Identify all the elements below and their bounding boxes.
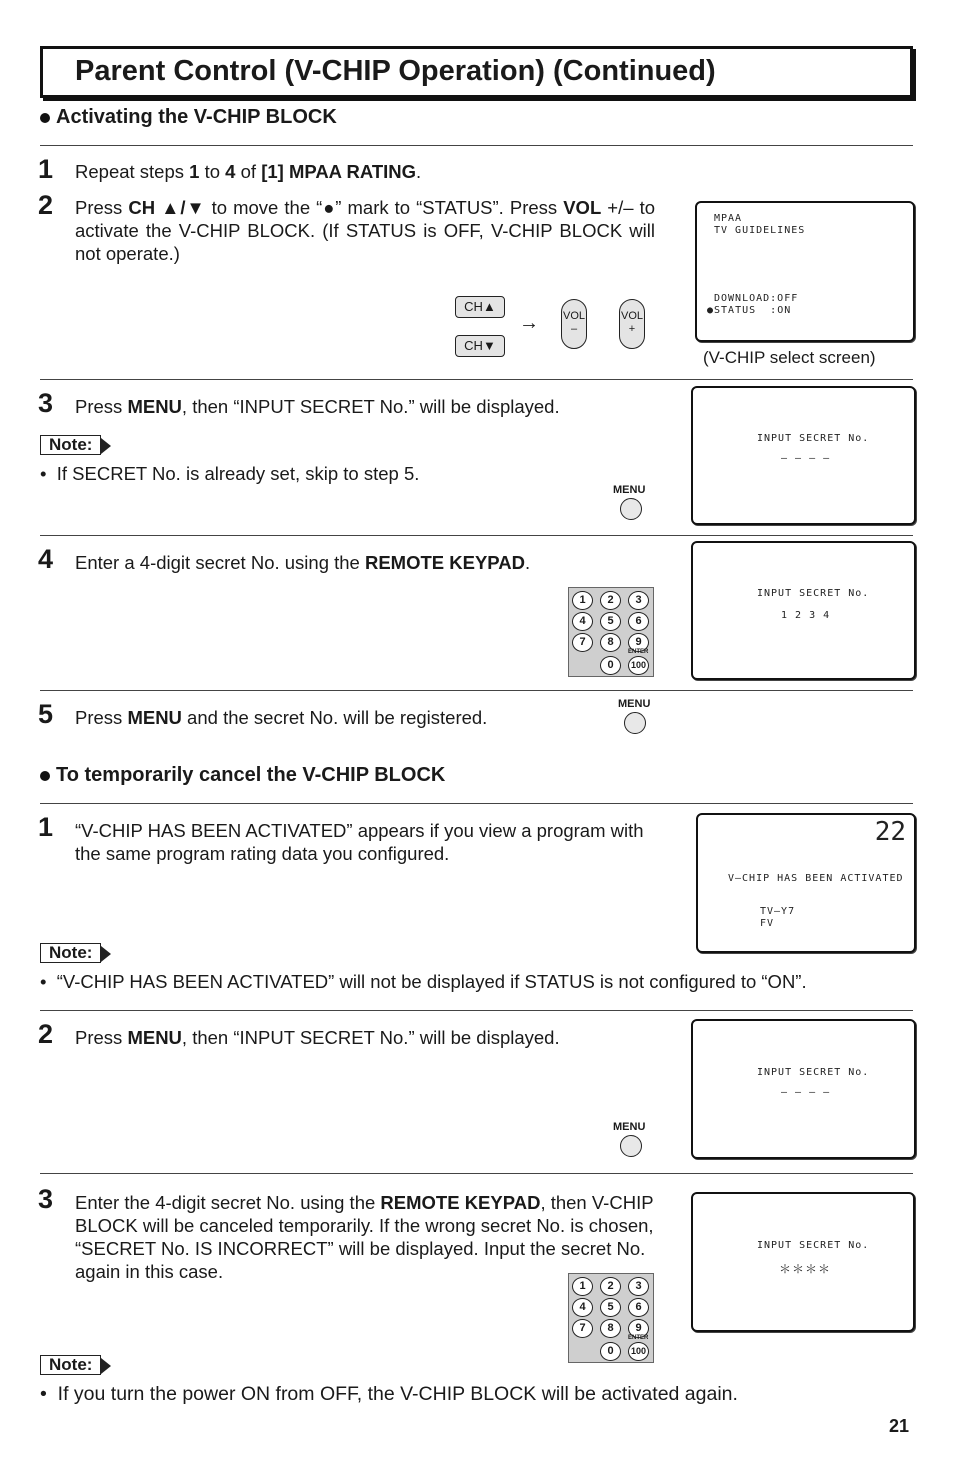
divider — [40, 145, 913, 146]
key-1[interactable]: 1 — [572, 591, 593, 610]
divider — [40, 535, 913, 536]
step-number: 2 — [38, 190, 54, 220]
tv-screen-vchip-activated: 22 V–CHIP HAS BEEN ACTIVATED TV–Y7 FV — [696, 813, 916, 953]
key-9[interactable]: 9 — [628, 633, 649, 652]
section-heading-cancel: To temporarily cancel the V-CHIP BLOCK — [40, 764, 445, 787]
bullet-icon — [40, 771, 50, 781]
key-7[interactable]: 7 — [572, 633, 593, 652]
step-text: Enter the 4-digit secret No. using the REMOTE KEYPAD, then V-CHIP BLOCK will be canceled temporarily. If the wrong secret No. is chosen, “SECRET No. IS INCORRECT” will be displayed. Input the secret No. again in this case. — [75, 1192, 654, 1282]
key-9[interactable]: 9 — [628, 1319, 649, 1338]
key-4[interactable]: 4 — [572, 612, 593, 631]
note-text: • “V-CHIP HAS BEEN ACTIVATED” will not be displayed if STATUS is not configured to “ON”. — [40, 971, 807, 992]
key-2[interactable]: 2 — [600, 591, 621, 610]
key-2[interactable]: 2 — [600, 1277, 621, 1296]
menu-label: MENU — [618, 698, 651, 710]
page-title: Parent Control (V-CHIP Operation) (Continued) — [75, 55, 716, 87]
step-text: Press CH ▲/▼ to move the “●” mark to “STATUS”. Press VOL +/– to activate the V-CHIP BLOCK. (If STATUS is OFF, V-CHIP BLOCK will not operate.) — [75, 197, 655, 264]
key-4[interactable]: 4 — [572, 1298, 593, 1317]
note-label: Note: — [40, 435, 101, 455]
step-text: Press MENU and the secret No. will be registered. — [75, 707, 488, 728]
arrow-right-icon: → — [519, 312, 539, 334]
note-label: Note: — [40, 1355, 101, 1375]
divider — [40, 1173, 913, 1174]
step-number: 1 — [38, 154, 54, 184]
ch-up-button[interactable]: CH▲ — [455, 296, 505, 318]
page-number: 21 — [889, 1416, 910, 1436]
note-label: Note: — [40, 943, 101, 963]
step-number: 3 — [38, 388, 54, 418]
page-title-bar — [40, 46, 913, 98]
key-6[interactable]: 6 — [628, 612, 649, 631]
key-100[interactable]: 100 — [628, 1342, 649, 1361]
enter-label: ENTER — [628, 1335, 649, 1341]
note-text: • If you turn the power ON from OFF, the V-CHIP BLOCK will be activated again. — [40, 1383, 738, 1405]
section-heading-activate: Activating the V-CHIP BLOCK — [40, 106, 337, 129]
divider — [40, 690, 913, 691]
vol-plus-button[interactable]: VOL + — [619, 299, 645, 349]
step-text: Press MENU, then “INPUT SECRET No.” will be displayed. — [75, 396, 560, 417]
menu-label: MENU — [613, 484, 646, 496]
channel-number: 22 — [874, 817, 906, 847]
tv-screen-secret-entered: INPUT SECRET No. 1 2 3 4 — [691, 541, 916, 680]
key-3[interactable]: 3 — [628, 591, 649, 610]
step-text: Press MENU, then “INPUT SECRET No.” will be displayed. — [75, 1027, 560, 1048]
key-1[interactable]: 1 — [572, 1277, 593, 1296]
key-3[interactable]: 3 — [628, 1277, 649, 1296]
menu-button[interactable] — [620, 498, 642, 520]
step-text: Enter a 4-digit secret No. using the REMOTE KEYPAD. — [75, 552, 531, 573]
step-number: 5 — [38, 699, 54, 729]
menu-label: MENU — [613, 1121, 646, 1133]
enter-label: ENTER — [628, 649, 649, 655]
menu-button[interactable] — [620, 1135, 642, 1157]
menu-button[interactable] — [624, 712, 646, 734]
key-0[interactable]: 0 — [600, 656, 621, 675]
key-7[interactable]: 7 — [572, 1319, 593, 1338]
tv-screen-vchip-select: MPAA TV GUIDELINES DOWNLOAD:OFF ●STATUS :ON — [695, 201, 915, 342]
ch-down-button[interactable]: CH▼ — [455, 335, 505, 357]
tv-screen-input-secret: INPUT SECRET No. – – – – — [691, 386, 916, 525]
note-text: • If SECRET No. is already set, skip to step 5. — [40, 463, 420, 484]
remote-keypad[interactable] — [568, 587, 654, 677]
screen-caption: (V-CHIP select screen) — [703, 348, 876, 367]
key-6[interactable]: 6 — [628, 1298, 649, 1317]
key-5[interactable]: 5 — [600, 612, 621, 631]
key-8[interactable]: 8 — [600, 633, 621, 652]
step-number: 1 — [38, 812, 54, 842]
key-8[interactable]: 8 — [600, 1319, 621, 1338]
key-0[interactable]: 0 — [600, 1342, 621, 1361]
tv-screen-input-secret: INPUT SECRET No. – – – – — [691, 1019, 916, 1159]
tv-screen-secret-masked: INPUT SECRET No. ＊＊＊＊ — [691, 1192, 915, 1332]
step-text: Repeat steps 1 to 4 of [1] MPAA RATING. — [75, 161, 422, 182]
step-number: 2 — [38, 1019, 54, 1049]
bullet-icon — [40, 113, 50, 123]
divider — [40, 803, 913, 804]
vol-minus-button[interactable]: VOL – — [561, 299, 587, 349]
key-100[interactable]: 100 — [628, 656, 649, 675]
step-text: “V-CHIP HAS BEEN ACTIVATED” appears if you view a program with the same program rating data you configured. — [75, 820, 644, 864]
step-number: 3 — [38, 1184, 54, 1214]
divider — [40, 379, 913, 380]
key-5[interactable]: 5 — [600, 1298, 621, 1317]
remote-keypad[interactable] — [568, 1273, 654, 1363]
divider — [40, 1010, 913, 1011]
step-number: 4 — [38, 544, 54, 574]
